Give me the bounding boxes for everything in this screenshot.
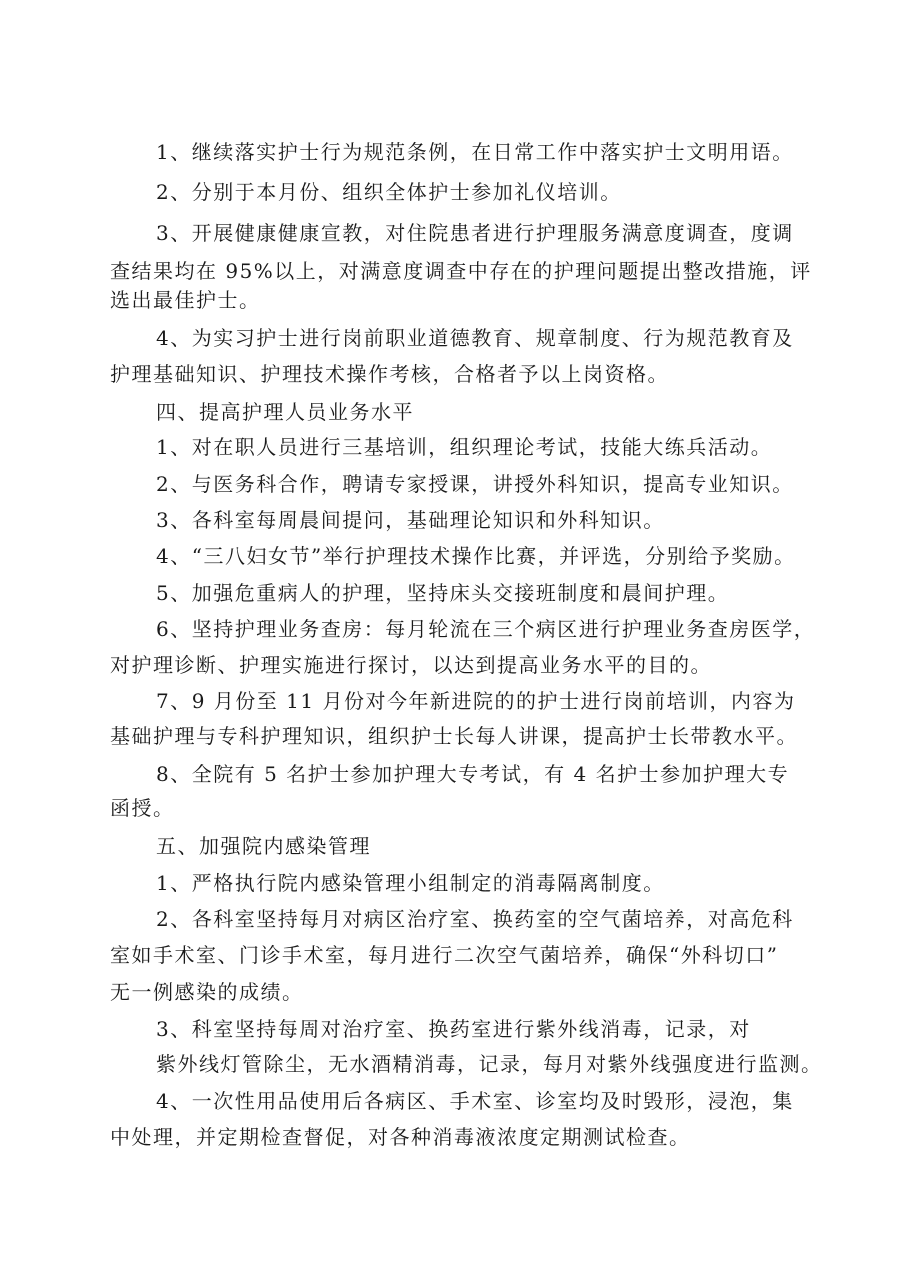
paragraph-line: 1、继续落实护士行为规范条例，在日常工作中落实护士文明用语。 bbox=[156, 140, 794, 164]
paragraph-line: 3、各科室每周晨间提问，基础理论知识和外科知识。 bbox=[156, 508, 665, 532]
paragraph-line: 基础护理与专科护理知识，组织护士长每人讲课，提高护士长带教水平。 bbox=[110, 724, 798, 748]
paragraph-line: 紫外线灯管除尘，无水酒精消毒，记录，每月对紫外线强度进行监测。 bbox=[156, 1052, 823, 1076]
paragraph-line: 2、与医务科合作，聘请专家授课，讲授外科知识，提高专业知识。 bbox=[156, 472, 794, 496]
section-heading: 五、加强院内感染管理 bbox=[156, 834, 371, 858]
paragraph-line: 室如手术室、门诊手术室，每月进行二次空气菌培养，确保“外科切口” bbox=[110, 943, 779, 967]
paragraph-line: 4、一次性用品使用后各病区、手术室、诊室均及时毁形，浸泡，集 bbox=[156, 1089, 794, 1113]
paragraph-line: 对护理诊断、护理实施进行探讨，以达到提高业务水平的目的。 bbox=[110, 653, 712, 677]
paragraph-line: 8、全院有 5 名护士参加护理大专考试，有 4 名护士参加护理大专 bbox=[156, 762, 790, 786]
paragraph-line: 4、“三八妇女节”举行护理技术操作比赛，并评选，分别给予奖励。 bbox=[156, 544, 796, 568]
paragraph-line: 1、严格执行院内感染管理小组制定的消毒隔离制度。 bbox=[156, 871, 665, 895]
paragraph-line: 选出最佳护士。 bbox=[110, 288, 261, 312]
paragraph-line: 护理基础知识、护理技术操作考核，合格者予以上岗资格。 bbox=[110, 362, 669, 386]
paragraph-line: 中处理，并定期检查督促，对各种消毒液浓度定期测试检查。 bbox=[110, 1125, 691, 1149]
paragraph-line: 1、对在职人员进行三基培训，组织理论考试，技能大练兵活动。 bbox=[156, 435, 773, 459]
paragraph-line: 4、为实习护士进行岗前职业道德教育、规章制度、行为规范教育及 bbox=[156, 326, 794, 350]
paragraph-line: 无一例感染的成绩。 bbox=[110, 980, 304, 1004]
paragraph-line: 6、坚持护理业务查房：每月轮流在三个病区进行护理业务查房医学， bbox=[156, 617, 816, 641]
paragraph-line: 3、科室坚持每周对治疗室、换药室进行紫外线消毒，记录，对 bbox=[156, 1017, 751, 1041]
paragraph-line: 2、各科室坚持每月对病区治疗室、换药室的空气菌培养，对高危科 bbox=[156, 907, 794, 931]
section-heading: 四、提高护理人员业务水平 bbox=[156, 400, 414, 424]
paragraph-line: 查结果均在 95%以上，对满意度调查中存在的护理问题提出整改措施，评 bbox=[110, 259, 812, 283]
paragraph-line: 函授。 bbox=[110, 796, 175, 820]
paragraph-line: 2、分别于本月份、组织全体护士参加礼仪培训。 bbox=[156, 180, 622, 204]
paragraph-line: 7、9 月份至 11 月份对今年新进院的的护士进行岗前培训，内容为 bbox=[156, 689, 796, 713]
paragraph-line: 5、加强危重病人的护理，坚持床头交接班制度和晨间护理。 bbox=[156, 581, 730, 605]
paragraph-line: 3、开展健康健康宣教，对住院患者进行护理服务满意度调查，度调 bbox=[156, 221, 794, 245]
